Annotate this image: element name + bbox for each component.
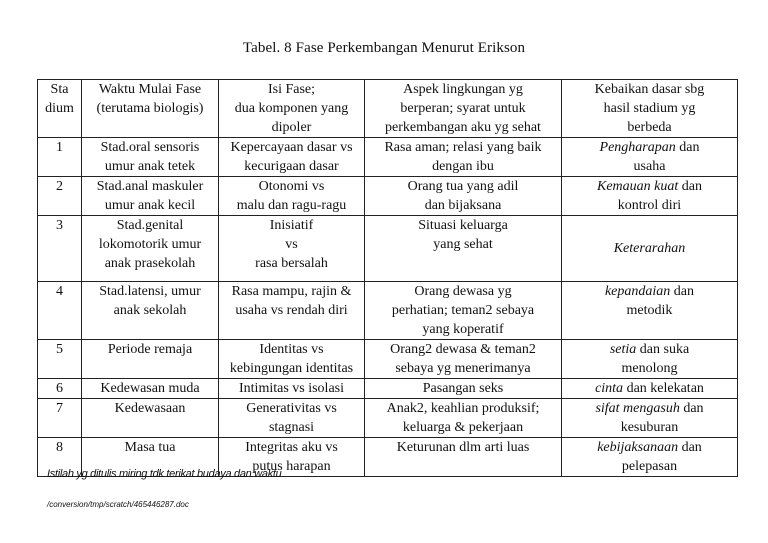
aspek-cell xyxy=(365,138,562,177)
kebaikan-cell xyxy=(562,399,738,438)
italic-term: setia xyxy=(609,342,637,357)
cell-line: Orang tua yang adil xyxy=(407,179,519,194)
cell-line: usaha xyxy=(633,159,666,174)
header-waktu xyxy=(82,80,219,138)
cell-line xyxy=(564,438,735,457)
cell-line: pelepasan xyxy=(621,459,678,474)
kebaikan-cell xyxy=(562,177,738,216)
table-row xyxy=(38,282,738,340)
header-isi xyxy=(219,80,365,138)
header-line: Kebaikan dasar sbg xyxy=(594,82,705,97)
cell-line: Stad.latensi, umur xyxy=(99,284,201,299)
cell-line: Rasa mampu, rajin & xyxy=(231,284,352,299)
cell-text: dan xyxy=(670,284,695,299)
waktu-cell xyxy=(82,282,219,340)
cell-line: yang koperatif xyxy=(422,322,504,337)
cell-line: Masa tua xyxy=(124,440,176,455)
aspek-cell xyxy=(365,399,562,438)
cell-line: stagnasi xyxy=(268,420,315,435)
kebaikan-cell xyxy=(562,379,738,399)
header-line: berperan; syarat untuk xyxy=(400,101,526,116)
cell-line: Kedewasan muda xyxy=(100,381,200,396)
header-line: Sta xyxy=(50,82,69,97)
aspek-cell xyxy=(365,438,562,477)
cell-text: dan suka xyxy=(636,342,690,357)
cell-line: anak prasekolah xyxy=(104,256,196,271)
cell-line xyxy=(564,379,735,398)
aspek-cell xyxy=(365,379,562,399)
aspek-cell xyxy=(365,216,562,282)
header-line: dua komponen yang xyxy=(234,101,349,116)
header-row xyxy=(38,80,738,138)
aspek-cell xyxy=(365,340,562,379)
cell-line: umur anak tetek xyxy=(104,159,196,174)
stadium-number: 8 xyxy=(38,438,82,477)
header-line: hasil stadium yg xyxy=(603,101,696,116)
table-row xyxy=(38,216,738,282)
stadium-number: 5 xyxy=(38,340,82,379)
footnote: Istilah yg ditulis miring tdk terikat budaya dan waktu xyxy=(47,468,282,480)
waktu-cell xyxy=(82,177,219,216)
stadium-number: 7 xyxy=(38,399,82,438)
file-path: /conversion/tmp/scratch/465446287.doc xyxy=(47,500,189,509)
table-row xyxy=(38,177,738,216)
cell-text: dan kelekatan xyxy=(623,381,704,396)
isi-cell xyxy=(219,216,365,282)
italic-term: Pengharapan xyxy=(599,140,676,155)
header-line: dipoler xyxy=(271,120,312,135)
waktu-cell xyxy=(82,379,219,399)
header-line: berbeda xyxy=(627,120,672,135)
header-line: Waktu Mulai Fase xyxy=(98,82,202,97)
cell-line: dan bijaksana xyxy=(424,198,502,213)
cell-line: kebingungan identitas xyxy=(229,361,354,376)
isi-cell xyxy=(219,379,365,399)
stadium-number: 6 xyxy=(38,379,82,399)
cell-line: Situasi keluarga xyxy=(418,218,508,233)
cell-line: Identitas vs xyxy=(259,342,324,357)
cell-line: Orang dewasa yg xyxy=(414,284,512,299)
kebaikan-cell xyxy=(562,138,738,177)
cell-line: vs xyxy=(285,237,298,252)
cell-text: dan xyxy=(679,401,704,416)
header-line: Aspek lingkungan yg xyxy=(403,82,523,97)
cell-line: Orang2 dewasa & teman2 xyxy=(390,342,536,357)
cell-line: Kedewasaan xyxy=(114,401,186,416)
isi-cell xyxy=(219,138,365,177)
cell-line: metodik xyxy=(626,303,673,318)
erikson-table xyxy=(37,79,738,477)
isi-cell xyxy=(219,282,365,340)
cell-line: kontrol diri xyxy=(617,198,682,213)
cell-line: kesuburan xyxy=(620,420,679,435)
table-row xyxy=(38,340,738,379)
isi-cell xyxy=(219,177,365,216)
cell-line: umur anak kecil xyxy=(104,198,196,213)
kebaikan-cell xyxy=(562,340,738,379)
cell-line: rasa bersalah xyxy=(255,256,328,271)
cell-line: menolong xyxy=(621,361,678,376)
kebaikan-cell xyxy=(562,216,738,282)
cell-line: perhatian; teman2 sebaya xyxy=(391,303,535,318)
cell-line: Intimitas vs isolasi xyxy=(239,381,344,396)
cell-line: Pasangan seks xyxy=(422,381,504,396)
header-line: dium xyxy=(45,101,74,116)
header-line: Isi Fase; xyxy=(267,82,316,97)
stadium-number: 2 xyxy=(38,177,82,216)
italic-term: cinta xyxy=(595,381,624,396)
aspek-cell xyxy=(365,282,562,340)
cell-line: Kepercayaan dasar vs xyxy=(230,140,353,155)
cell-line: Rasa aman; relasi yang baik xyxy=(384,140,542,155)
italic-term: Keterarahan xyxy=(613,241,686,256)
table-row xyxy=(38,379,738,399)
cell-line: Periode remaja xyxy=(107,342,193,357)
kebaikan-cell xyxy=(562,282,738,340)
cell-line: Integritas aku vs xyxy=(245,440,338,455)
cell-line: keluarga & pekerjaan xyxy=(402,420,524,435)
isi-cell xyxy=(219,340,365,379)
cell-line: usaha vs rendah diri xyxy=(235,303,348,318)
cell-line: Stad.genital xyxy=(116,218,184,233)
cell-line: Generativitas vs xyxy=(246,401,337,416)
cell-line: kecurigaan dasar xyxy=(244,159,339,174)
cell-line: dengan ibu xyxy=(432,159,494,174)
header-stadium xyxy=(38,80,82,138)
cell-line: Keturunan dlm arti luas xyxy=(396,440,530,455)
cell-line: anak sekolah xyxy=(113,303,187,318)
cell-line xyxy=(564,399,735,418)
italic-term: Kemauan kuat xyxy=(597,179,679,194)
table-row xyxy=(38,399,738,438)
cell-line: Inisiatif xyxy=(269,218,314,233)
waktu-cell xyxy=(82,138,219,177)
stadium-number: 3 xyxy=(38,216,82,282)
table-title: Tabel. 8 Fase Perkembangan Menurut Erikson xyxy=(242,40,526,56)
isi-cell xyxy=(219,399,365,438)
cell-line: malu dan ragu-ragu xyxy=(236,198,347,213)
cell-line xyxy=(564,239,735,258)
header-line: (terutama biologis) xyxy=(96,101,204,116)
cell-line xyxy=(564,177,735,196)
table-row xyxy=(38,138,738,177)
cell-text: dan xyxy=(678,440,702,455)
italic-term: kepandaian xyxy=(604,284,671,299)
stadium-number: 4 xyxy=(38,282,82,340)
cell-line: lokomotorik umur xyxy=(98,237,202,252)
cell-line xyxy=(564,282,735,301)
italic-term: sifat mengasuh xyxy=(595,401,680,416)
cell-text: dan xyxy=(675,140,700,155)
cell-line: Stad.anal maskuler xyxy=(96,179,204,194)
waktu-cell xyxy=(82,216,219,282)
cell-line xyxy=(564,340,735,359)
cell-text: dan xyxy=(678,179,702,194)
cell-line: Stad.oral sensoris xyxy=(100,140,200,155)
header-aspek xyxy=(365,80,562,138)
cell-line: sebaya yg menerimanya xyxy=(395,361,531,376)
aspek-cell xyxy=(365,177,562,216)
header-line: perkembangan aku yg sehat xyxy=(385,120,541,135)
cell-line: yang sehat xyxy=(433,237,493,252)
waktu-cell xyxy=(82,399,219,438)
cell-line: putus harapan xyxy=(252,459,331,474)
header-kebaikan xyxy=(562,80,738,138)
kebaikan-cell xyxy=(562,438,738,477)
cell-line xyxy=(564,138,735,157)
cell-line: Anak2, keahlian produksif; xyxy=(386,401,540,416)
waktu-cell xyxy=(82,340,219,379)
cell-line: Otonomi vs xyxy=(258,179,325,194)
stadium-number: 1 xyxy=(38,138,82,177)
italic-term: kebijaksanaan xyxy=(597,440,679,455)
